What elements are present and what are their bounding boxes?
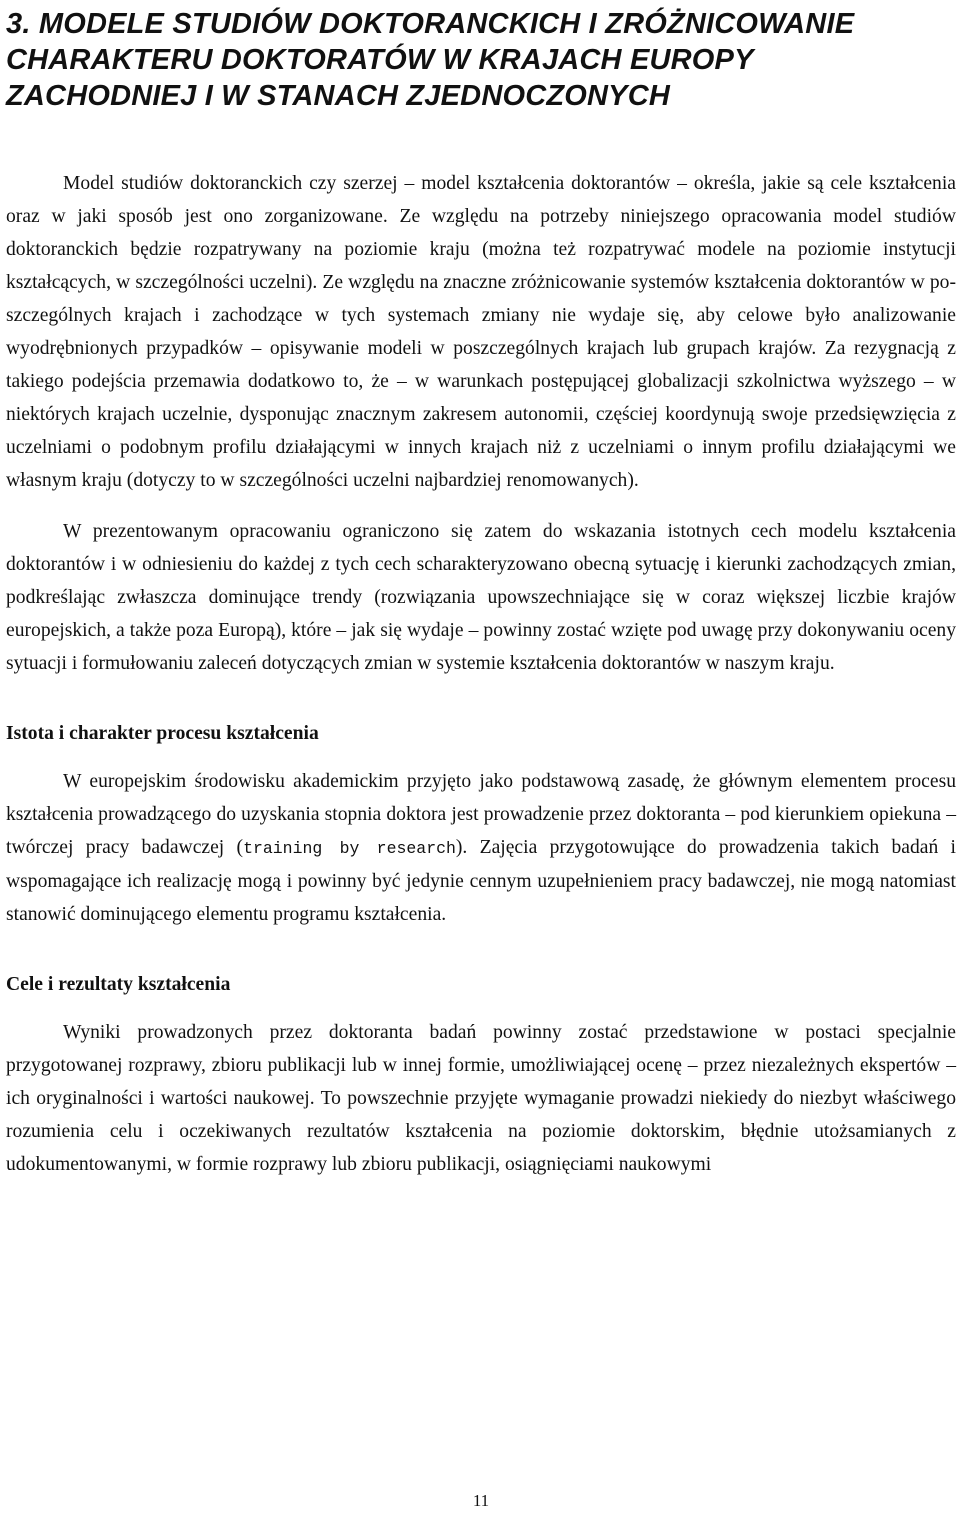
- page-number: 11: [472, 1491, 490, 1510]
- section-cele-paragraph: Wyniki prowadzonych przez doktoranta badań powinny zostać przedstawione w postaci specjalnie przygotowanej rozprawy, zbioru publikacji lub w innej formie, umożliwiającej ocenę – przez niezależnych ekspertów – ich oryginalności i wartości naukowej. To powszechnie przyjęte wymaganie prowadzi niekiedy do niezbyt właściwego rozumienia celu i oczekiwanych rezultatów kształcenia na poziomie doktorskim, błędnie utożsamianych z udokumentowanymi, w formie rozprawy lub zbioru publikacji, osiągnięciami naukowymi: [6, 1022, 956, 1175]
- section-heading-istota: Istota i charakter procesu kształcenia: [6, 723, 319, 744]
- intro-paragraph-2: W prezentowanym opracowaniu ograniczono się zatem do wskazania istotnych cech modelu kształcenia doktorantów i w odniesieniu do każdej z tych cech scharakteryzowano obecną sytuację i kierunki zachodzących zmian, podkreślając zwłaszcza dominujące trendy (rozwiązania upowszechniające się w coraz większej liczbie krajów europejskich, a także poza Europą), które – jak się wydaje – powinny zostać wzięte pod uwagę przy dokonywaniu oceny sytuacji i formułowaniu zaleceń dotyczących zmian w systemie kształcenia doktorantów w naszym kraju.: [6, 521, 956, 674]
- section-heading-cele: Cele i rezultaty kształcenia: [6, 974, 231, 995]
- chapter-title-line-1: 3. MODELE STUDIÓW DOKTORANCKICH I ZRÓŻNICOWANIE: [6, 8, 855, 40]
- body-text: [6, 167, 956, 1181]
- chapter-title-line-3: ZACHODNIEJ I W STANACH ZJEDNOCZONYCH: [6, 80, 671, 112]
- chapter-title-line-2: CHARAKTERU DOKTORATÓW W KRAJACH EUROPY: [6, 44, 754, 76]
- istota-text-part-2: ). Zajęcia przygotowujące do prowadzenia takich badań i wspomagające ich realizację mogą i powinny być jedynie cennym uzupełnieniem pracy badawczej, nie mogą natomiast stanowić dominującego elementu programu kształcenia.: [6, 837, 956, 925]
- istota-text-part-1: W europejskim środowisku akademickim przyjęto jako podstawową zasadę, że głównym elementem procesu kształcenia prowadzącego do uzyskania stopnia doktora jest prowadzenie przez doktoranta – pod kierunkiem opiekuna – twórczej pracy badawczej (: [6, 771, 956, 858]
- intro-paragraph-1: Model studiów doktoranckich czy szerzej – model kształcenia doktorantów – określa, jakie są cele kształcenia oraz w jaki sposób jest ono zorganizowane. Ze względu na potrzeby niniejszego opracowania model studiów doktoranckich będzie rozpatrywany na poziomie kraju (można też rozpatrywać modele na poziomie instytucji kształcących, w szczególności uczelni). Ze względu na znaczne zróżnicowanie systemów kształcenia doktorantów w poszczególnych krajach i zachodzące w tych systemach zmiany nie wydaje się, aby celowe było analizowanie wyodrębnionych przypadków – opisywanie modeli w poszczególnych krajach lub grupach krajów. Za rezygnacją z takiego podejścia przemawia dodatkowo to, że – w warunkach postępującej globalizacji szkolnictwa wyższego – w niektórych krajach uczelnie, dysponując znacznym zakresem autonomii, częściej koordynują swoje przedsięwzięcia z uczelniami o podobnym profilu działającymi w innych krajach niż z uczelniami o innym profilu działającymi we własnym kraju (dotyczy to w szczególności uczelni najbardziej renomowanych).: [6, 173, 956, 491]
- term-training-by-research: training by research: [243, 839, 456, 858]
- chapter-title: [6, 6, 956, 114]
- document-page: [6, 0, 956, 1517]
- section-istota-paragraph: [6, 765, 956, 931]
